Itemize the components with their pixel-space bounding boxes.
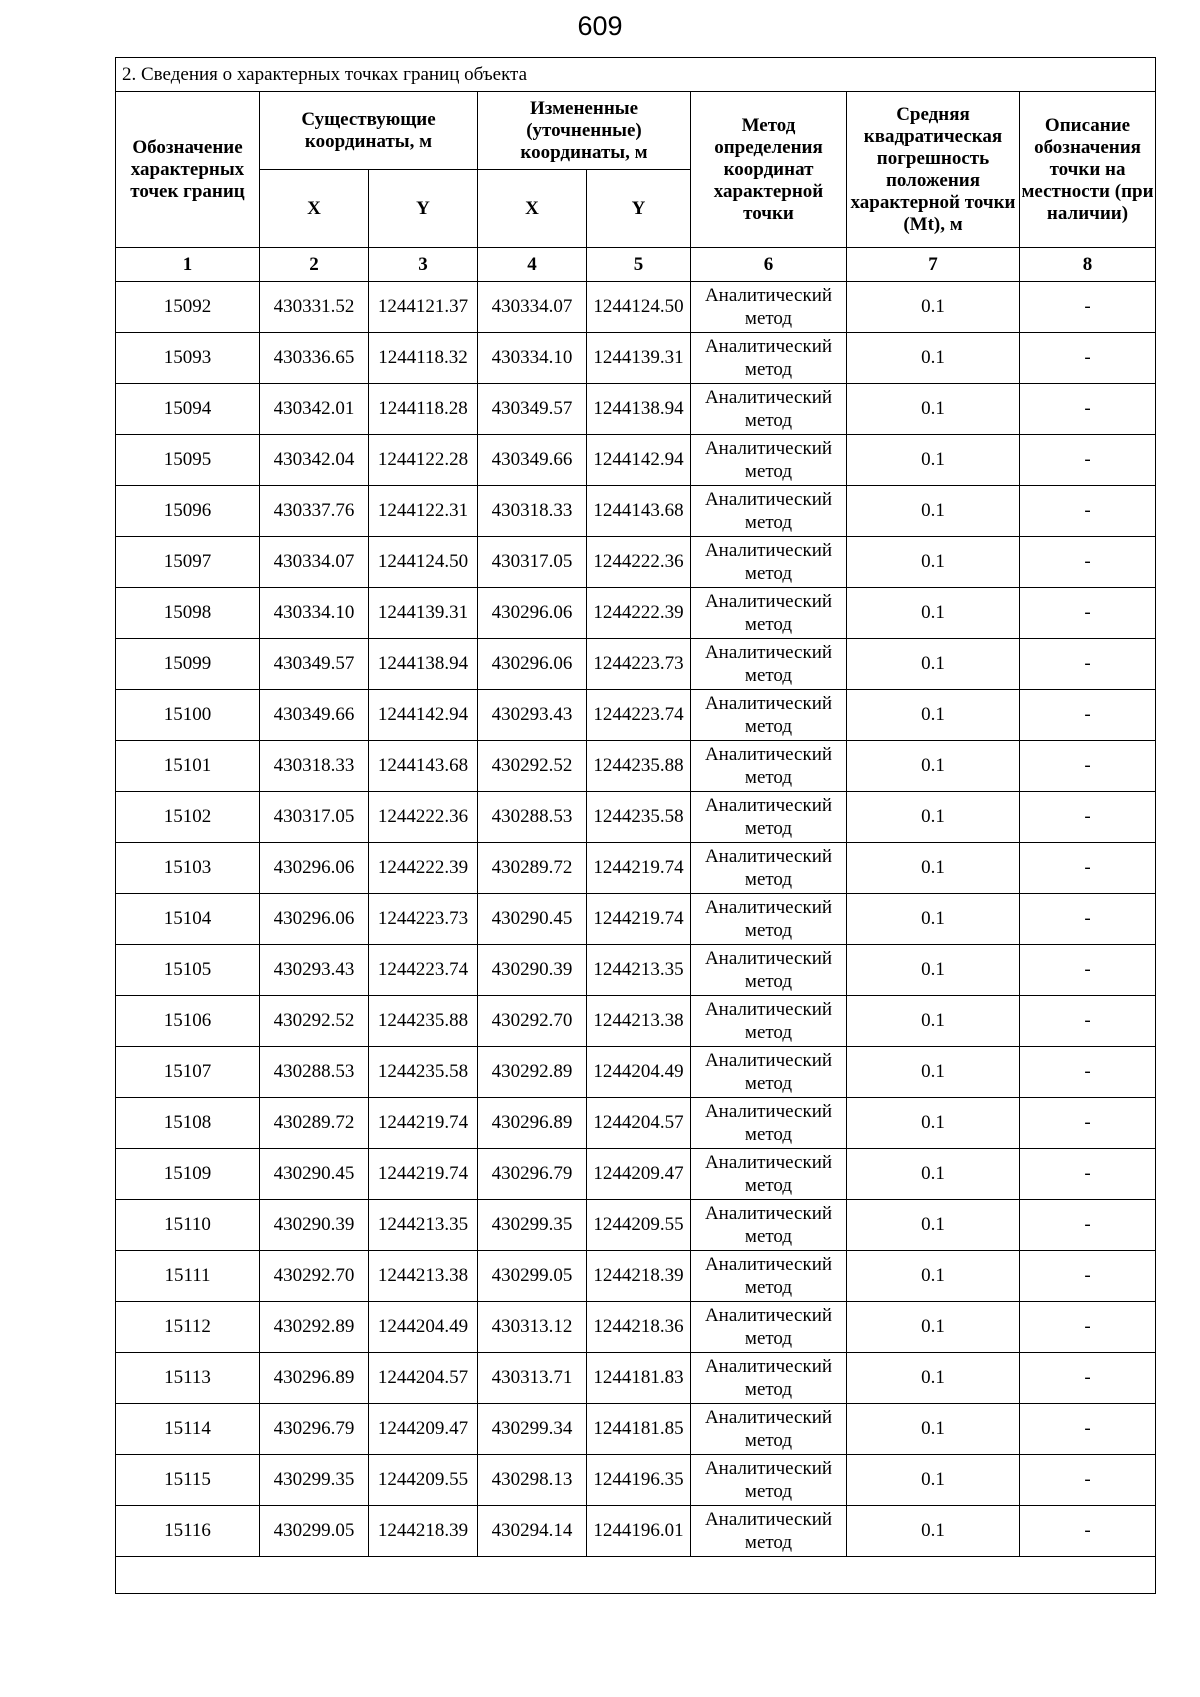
method-cell: [691, 486, 847, 537]
description-cell: -: [1020, 435, 1156, 486]
changed-x-cell: 430292.70: [478, 996, 587, 1047]
mean-error-cell: 0.1: [847, 894, 1020, 945]
method-text: Аналитический: [704, 1152, 833, 1173]
method-text: метод: [744, 359, 793, 380]
changed-y-cell: 1244235.88: [587, 741, 691, 792]
point-designation-cell: 15116: [116, 1506, 260, 1557]
changed-x-cell: 430299.34: [478, 1404, 587, 1455]
description-cell: -: [1020, 1149, 1156, 1200]
method-text: Аналитический: [704, 489, 833, 510]
description-cell: -: [1020, 384, 1156, 435]
changed-x-cell: 430317.05: [478, 537, 587, 588]
mean-error-cell: 0.1: [847, 1251, 1020, 1302]
description-cell: -: [1020, 486, 1156, 537]
existing-y-cell: 1244222.39: [369, 843, 478, 894]
method-cell: [691, 1047, 847, 1098]
header-changed-y: Y: [587, 170, 691, 248]
table-row: [116, 945, 1156, 996]
table-row: [116, 1455, 1156, 1506]
method-text: Аналитический: [704, 1254, 833, 1275]
point-designation-cell: 15107: [116, 1047, 260, 1098]
description-cell: -: [1020, 690, 1156, 741]
method-text: метод: [744, 767, 793, 788]
existing-x-cell: 430334.10: [260, 588, 369, 639]
mean-error-cell: 0.1: [847, 333, 1020, 384]
method-text: метод: [744, 1073, 793, 1094]
table-row: [116, 792, 1156, 843]
description-cell: -: [1020, 1098, 1156, 1149]
existing-x-cell: 430342.01: [260, 384, 369, 435]
method-text: Аналитический: [704, 897, 833, 918]
changed-x-cell: 430296.06: [478, 639, 587, 690]
method-text: Аналитический: [704, 1509, 833, 1530]
table-row: [116, 894, 1156, 945]
existing-y-cell: 1244124.50: [369, 537, 478, 588]
table-row: [116, 996, 1156, 1047]
changed-y-cell: 1244213.38: [587, 996, 691, 1047]
changed-x-cell: 430288.53: [478, 792, 587, 843]
method-text: метод: [744, 665, 793, 686]
point-designation-cell: 15114: [116, 1404, 260, 1455]
description-cell: -: [1020, 537, 1156, 588]
method-text: Аналитический: [704, 285, 833, 306]
mean-error-cell: 0.1: [847, 792, 1020, 843]
method-cell: [691, 945, 847, 996]
table-body: [116, 282, 1156, 1594]
changed-x-cell: 430296.79: [478, 1149, 587, 1200]
method-text: Аналитический: [704, 336, 833, 357]
changed-x-cell: 430334.07: [478, 282, 587, 333]
description-cell: -: [1020, 1047, 1156, 1098]
description-cell: -: [1020, 588, 1156, 639]
description-cell: -: [1020, 1506, 1156, 1557]
existing-y-cell: 1244222.36: [369, 792, 478, 843]
method-text: метод: [744, 410, 793, 431]
existing-y-cell: 1244139.31: [369, 588, 478, 639]
method-text: метод: [744, 1532, 793, 1553]
point-designation-cell: 15096: [116, 486, 260, 537]
method-text: Аналитический: [704, 795, 833, 816]
changed-y-cell: 1244219.74: [587, 894, 691, 945]
table-row: [116, 1353, 1156, 1404]
method-cell: [691, 1251, 847, 1302]
method-text: метод: [744, 971, 793, 992]
table-row: [116, 639, 1156, 690]
header-existing-y: Y: [369, 170, 478, 248]
changed-y-cell: 1244223.73: [587, 639, 691, 690]
existing-x-cell: 430289.72: [260, 1098, 369, 1149]
table-row: [116, 282, 1156, 333]
method-cell: [691, 1098, 847, 1149]
changed-x-cell: 430334.10: [478, 333, 587, 384]
changed-y-cell: 1244196.35: [587, 1455, 691, 1506]
table-row: [116, 588, 1156, 639]
method-cell: [691, 741, 847, 792]
method-cell: [691, 435, 847, 486]
method-text: Аналитический: [704, 540, 833, 561]
table-row: [116, 690, 1156, 741]
mean-error-cell: 0.1: [847, 1200, 1020, 1251]
mean-error-cell: 0.1: [847, 537, 1020, 588]
changed-x-cell: 430292.89: [478, 1047, 587, 1098]
mean-error-cell: 0.1: [847, 1302, 1020, 1353]
changed-x-cell: 430318.33: [478, 486, 587, 537]
column-number: 5: [587, 248, 691, 282]
existing-x-cell: 430292.89: [260, 1302, 369, 1353]
point-designation-cell: 15097: [116, 537, 260, 588]
changed-x-cell: 430313.71: [478, 1353, 587, 1404]
table-row: [116, 843, 1156, 894]
existing-x-cell: 430334.07: [260, 537, 369, 588]
changed-y-cell: 1244204.57: [587, 1098, 691, 1149]
table-row: [116, 486, 1156, 537]
method-text: метод: [744, 1277, 793, 1298]
method-cell: [691, 282, 847, 333]
column-number: 4: [478, 248, 587, 282]
description-cell: -: [1020, 843, 1156, 894]
description-cell: -: [1020, 792, 1156, 843]
header-changed-coordinates: Измененные (уточненные) координаты, м: [478, 92, 691, 170]
changed-x-cell: 430289.72: [478, 843, 587, 894]
mean-error-cell: 0.1: [847, 588, 1020, 639]
existing-x-cell: 430318.33: [260, 741, 369, 792]
page-number: 609: [577, 11, 623, 41]
method-text: метод: [744, 461, 793, 482]
existing-y-cell: 1244213.35: [369, 1200, 478, 1251]
method-text: метод: [744, 920, 793, 941]
method-text: метод: [744, 1124, 793, 1145]
description-cell: -: [1020, 894, 1156, 945]
method-cell: [691, 384, 847, 435]
mean-error-cell: 0.1: [847, 282, 1020, 333]
method-cell: [691, 843, 847, 894]
existing-x-cell: 430342.04: [260, 435, 369, 486]
changed-y-cell: 1244223.74: [587, 690, 691, 741]
mean-error-cell: 0.1: [847, 1455, 1020, 1506]
changed-y-cell: 1244143.68: [587, 486, 691, 537]
mean-error-cell: 0.1: [847, 843, 1020, 894]
point-designation-cell: 15095: [116, 435, 260, 486]
method-text: Аналитический: [704, 1203, 833, 1224]
method-text: метод: [744, 869, 793, 890]
point-designation-cell: 15110: [116, 1200, 260, 1251]
existing-x-cell: 430299.35: [260, 1455, 369, 1506]
existing-x-cell: 430337.76: [260, 486, 369, 537]
method-cell: [691, 1506, 847, 1557]
changed-x-cell: 430299.35: [478, 1200, 587, 1251]
changed-y-cell: 1244213.35: [587, 945, 691, 996]
existing-x-cell: 430349.57: [260, 639, 369, 690]
existing-x-cell: 430290.45: [260, 1149, 369, 1200]
method-text: Аналитический: [704, 744, 833, 765]
description-cell: -: [1020, 333, 1156, 384]
existing-y-cell: 1244218.39: [369, 1506, 478, 1557]
existing-x-cell: 430292.70: [260, 1251, 369, 1302]
existing-x-cell: 430317.05: [260, 792, 369, 843]
header-mean-error: Средняя квадратическая погрешность положения характерной точки (Mt), м: [847, 92, 1020, 248]
column-number: 8: [1020, 248, 1156, 282]
existing-y-cell: 1244118.32: [369, 333, 478, 384]
description-cell: -: [1020, 996, 1156, 1047]
point-designation-cell: 15112: [116, 1302, 260, 1353]
point-designation-cell: 15113: [116, 1353, 260, 1404]
existing-y-cell: 1244235.58: [369, 1047, 478, 1098]
column-number: 6: [691, 248, 847, 282]
point-designation-cell: 15101: [116, 741, 260, 792]
method-text: Аналитический: [704, 1356, 833, 1377]
changed-y-cell: 1244204.49: [587, 1047, 691, 1098]
header-existing-x: X: [260, 170, 369, 248]
header-changed-x: X: [478, 170, 587, 248]
description-cell: -: [1020, 1251, 1156, 1302]
description-cell: -: [1020, 1404, 1156, 1455]
existing-y-cell: 1244122.28: [369, 435, 478, 486]
changed-x-cell: 430299.05: [478, 1251, 587, 1302]
description-cell: -: [1020, 1200, 1156, 1251]
changed-y-cell: 1244209.47: [587, 1149, 691, 1200]
boundary-points-table: [115, 57, 1156, 1594]
existing-x-cell: 430331.52: [260, 282, 369, 333]
method-cell: [691, 1455, 847, 1506]
method-text: метод: [744, 1328, 793, 1349]
mean-error-cell: 0.1: [847, 1098, 1020, 1149]
description-cell: -: [1020, 639, 1156, 690]
method-text: Аналитический: [704, 948, 833, 969]
description-cell: -: [1020, 1353, 1156, 1404]
method-text: метод: [744, 1226, 793, 1247]
existing-x-cell: 430349.66: [260, 690, 369, 741]
table-row: [116, 1200, 1156, 1251]
point-designation-cell: 15100: [116, 690, 260, 741]
method-cell: [691, 1302, 847, 1353]
existing-x-cell: 430292.52: [260, 996, 369, 1047]
empty-row: [116, 1557, 1156, 1594]
table-row: [116, 1404, 1156, 1455]
mean-error-cell: 0.1: [847, 1149, 1020, 1200]
method-text: Аналитический: [704, 1101, 833, 1122]
method-text: Аналитический: [704, 1458, 833, 1479]
changed-x-cell: 430349.66: [478, 435, 587, 486]
method-text: Аналитический: [704, 1407, 833, 1428]
changed-y-cell: 1244209.55: [587, 1200, 691, 1251]
column-number: 3: [369, 248, 478, 282]
method-text: Аналитический: [704, 846, 833, 867]
method-text: Аналитический: [704, 693, 833, 714]
method-text: метод: [744, 1481, 793, 1502]
method-cell: [691, 1149, 847, 1200]
method-text: метод: [744, 818, 793, 839]
point-designation-cell: 15092: [116, 282, 260, 333]
existing-y-cell: 1244204.57: [369, 1353, 478, 1404]
header-point-designation: Обозначение характерных точек границ: [116, 92, 260, 248]
existing-y-cell: 1244204.49: [369, 1302, 478, 1353]
existing-x-cell: 430296.06: [260, 843, 369, 894]
changed-x-cell: 430294.14: [478, 1506, 587, 1557]
method-text: метод: [744, 563, 793, 584]
point-designation-cell: 15104: [116, 894, 260, 945]
mean-error-cell: 0.1: [847, 945, 1020, 996]
changed-y-cell: 1244181.85: [587, 1404, 691, 1455]
point-designation-cell: 15093: [116, 333, 260, 384]
column-number: 1: [116, 248, 260, 282]
existing-y-cell: 1244219.74: [369, 1098, 478, 1149]
existing-y-cell: 1244209.55: [369, 1455, 478, 1506]
method-text: Аналитический: [704, 591, 833, 612]
mean-error-cell: 0.1: [847, 384, 1020, 435]
method-text: метод: [744, 1430, 793, 1451]
table-row: [116, 384, 1156, 435]
table-row: [116, 1251, 1156, 1302]
table-row: [116, 1047, 1156, 1098]
changed-y-cell: 1244222.36: [587, 537, 691, 588]
description-cell: -: [1020, 1455, 1156, 1506]
changed-x-cell: 430349.57: [478, 384, 587, 435]
table-row: [116, 1149, 1156, 1200]
existing-x-cell: 430293.43: [260, 945, 369, 996]
mean-error-cell: 0.1: [847, 1404, 1020, 1455]
column-number: 7: [847, 248, 1020, 282]
header-method: Метод определения координат характерной точки: [691, 92, 847, 248]
empty-cell: [116, 1557, 1156, 1594]
description-cell: -: [1020, 282, 1156, 333]
existing-y-cell: 1244142.94: [369, 690, 478, 741]
changed-y-cell: 1244218.39: [587, 1251, 691, 1302]
existing-x-cell: 430336.65: [260, 333, 369, 384]
existing-x-cell: 430290.39: [260, 1200, 369, 1251]
mean-error-cell: 0.1: [847, 1353, 1020, 1404]
point-designation-cell: 15099: [116, 639, 260, 690]
method-cell: [691, 333, 847, 384]
point-designation-cell: 15102: [116, 792, 260, 843]
existing-x-cell: 430288.53: [260, 1047, 369, 1098]
existing-y-cell: 1244223.73: [369, 894, 478, 945]
table-row: [116, 333, 1156, 384]
changed-y-cell: 1244139.31: [587, 333, 691, 384]
method-cell: [691, 996, 847, 1047]
description-cell: -: [1020, 1302, 1156, 1353]
changed-x-cell: 430296.89: [478, 1098, 587, 1149]
changed-y-cell: 1244181.83: [587, 1353, 691, 1404]
method-text: Аналитический: [704, 999, 833, 1020]
mean-error-cell: 0.1: [847, 996, 1020, 1047]
method-text: метод: [744, 1379, 793, 1400]
changed-y-cell: 1244196.01: [587, 1506, 691, 1557]
changed-x-cell: 430290.45: [478, 894, 587, 945]
method-cell: [691, 1353, 847, 1404]
method-text: Аналитический: [704, 438, 833, 459]
existing-y-cell: 1244118.28: [369, 384, 478, 435]
method-text: Аналитический: [704, 642, 833, 663]
existing-y-cell: 1244213.38: [369, 1251, 478, 1302]
method-cell: [691, 588, 847, 639]
existing-y-cell: 1244219.74: [369, 1149, 478, 1200]
method-text: метод: [744, 512, 793, 533]
changed-x-cell: 430292.52: [478, 741, 587, 792]
changed-x-cell: 430296.06: [478, 588, 587, 639]
section-title: 2. Сведения о характерных точках границ объекта: [116, 58, 1156, 92]
point-designation-cell: 15109: [116, 1149, 260, 1200]
changed-y-cell: 1244142.94: [587, 435, 691, 486]
description-cell: -: [1020, 741, 1156, 792]
method-text: Аналитический: [704, 387, 833, 408]
method-text: Аналитический: [704, 1305, 833, 1326]
changed-y-cell: 1244235.58: [587, 792, 691, 843]
mean-error-cell: 0.1: [847, 741, 1020, 792]
method-cell: [691, 639, 847, 690]
existing-x-cell: 430299.05: [260, 1506, 369, 1557]
column-number: 2: [260, 248, 369, 282]
existing-x-cell: 430296.89: [260, 1353, 369, 1404]
method-cell: [691, 792, 847, 843]
point-designation-cell: 15111: [116, 1251, 260, 1302]
existing-y-cell: 1244138.94: [369, 639, 478, 690]
existing-y-cell: 1244121.37: [369, 282, 478, 333]
method-text: метод: [744, 1022, 793, 1043]
header-existing-coordinates: Существующие координаты, м: [260, 92, 478, 170]
point-designation-cell: 15108: [116, 1098, 260, 1149]
changed-y-cell: 1244218.36: [587, 1302, 691, 1353]
existing-y-cell: 1244143.68: [369, 741, 478, 792]
point-designation-cell: 15115: [116, 1455, 260, 1506]
mean-error-cell: 0.1: [847, 486, 1020, 537]
changed-x-cell: 430298.13: [478, 1455, 587, 1506]
description-cell: -: [1020, 945, 1156, 996]
changed-x-cell: 430313.12: [478, 1302, 587, 1353]
method-cell: [691, 537, 847, 588]
method-cell: [691, 1200, 847, 1251]
existing-x-cell: 430296.06: [260, 894, 369, 945]
method-text: метод: [744, 308, 793, 329]
method-cell: [691, 1404, 847, 1455]
table-row: [116, 435, 1156, 486]
changed-x-cell: 430293.43: [478, 690, 587, 741]
point-designation-cell: 15094: [116, 384, 260, 435]
point-designation-cell: 15103: [116, 843, 260, 894]
header-description: Описание обозначения точки на местности (при наличии): [1020, 92, 1156, 248]
method-cell: [691, 894, 847, 945]
existing-x-cell: 430296.79: [260, 1404, 369, 1455]
existing-y-cell: 1244209.47: [369, 1404, 478, 1455]
changed-y-cell: 1244124.50: [587, 282, 691, 333]
table-row: [116, 1302, 1156, 1353]
mean-error-cell: 0.1: [847, 1506, 1020, 1557]
point-designation-cell: 15106: [116, 996, 260, 1047]
existing-y-cell: 1244235.88: [369, 996, 478, 1047]
point-designation-cell: 15105: [116, 945, 260, 996]
table-row: [116, 537, 1156, 588]
changed-y-cell: 1244138.94: [587, 384, 691, 435]
existing-y-cell: 1244223.74: [369, 945, 478, 996]
mean-error-cell: 0.1: [847, 690, 1020, 741]
method-cell: [691, 690, 847, 741]
table-row: [116, 741, 1156, 792]
point-designation-cell: 15098: [116, 588, 260, 639]
existing-y-cell: 1244122.31: [369, 486, 478, 537]
changed-x-cell: 430290.39: [478, 945, 587, 996]
table-row: [116, 1506, 1156, 1557]
method-text: метод: [744, 716, 793, 737]
method-text: метод: [744, 614, 793, 635]
changed-y-cell: 1244222.39: [587, 588, 691, 639]
table-row: [116, 1098, 1156, 1149]
mean-error-cell: 0.1: [847, 639, 1020, 690]
mean-error-cell: 0.1: [847, 435, 1020, 486]
mean-error-cell: 0.1: [847, 1047, 1020, 1098]
method-text: метод: [744, 1175, 793, 1196]
method-text: Аналитический: [704, 1050, 833, 1071]
changed-y-cell: 1244219.74: [587, 843, 691, 894]
